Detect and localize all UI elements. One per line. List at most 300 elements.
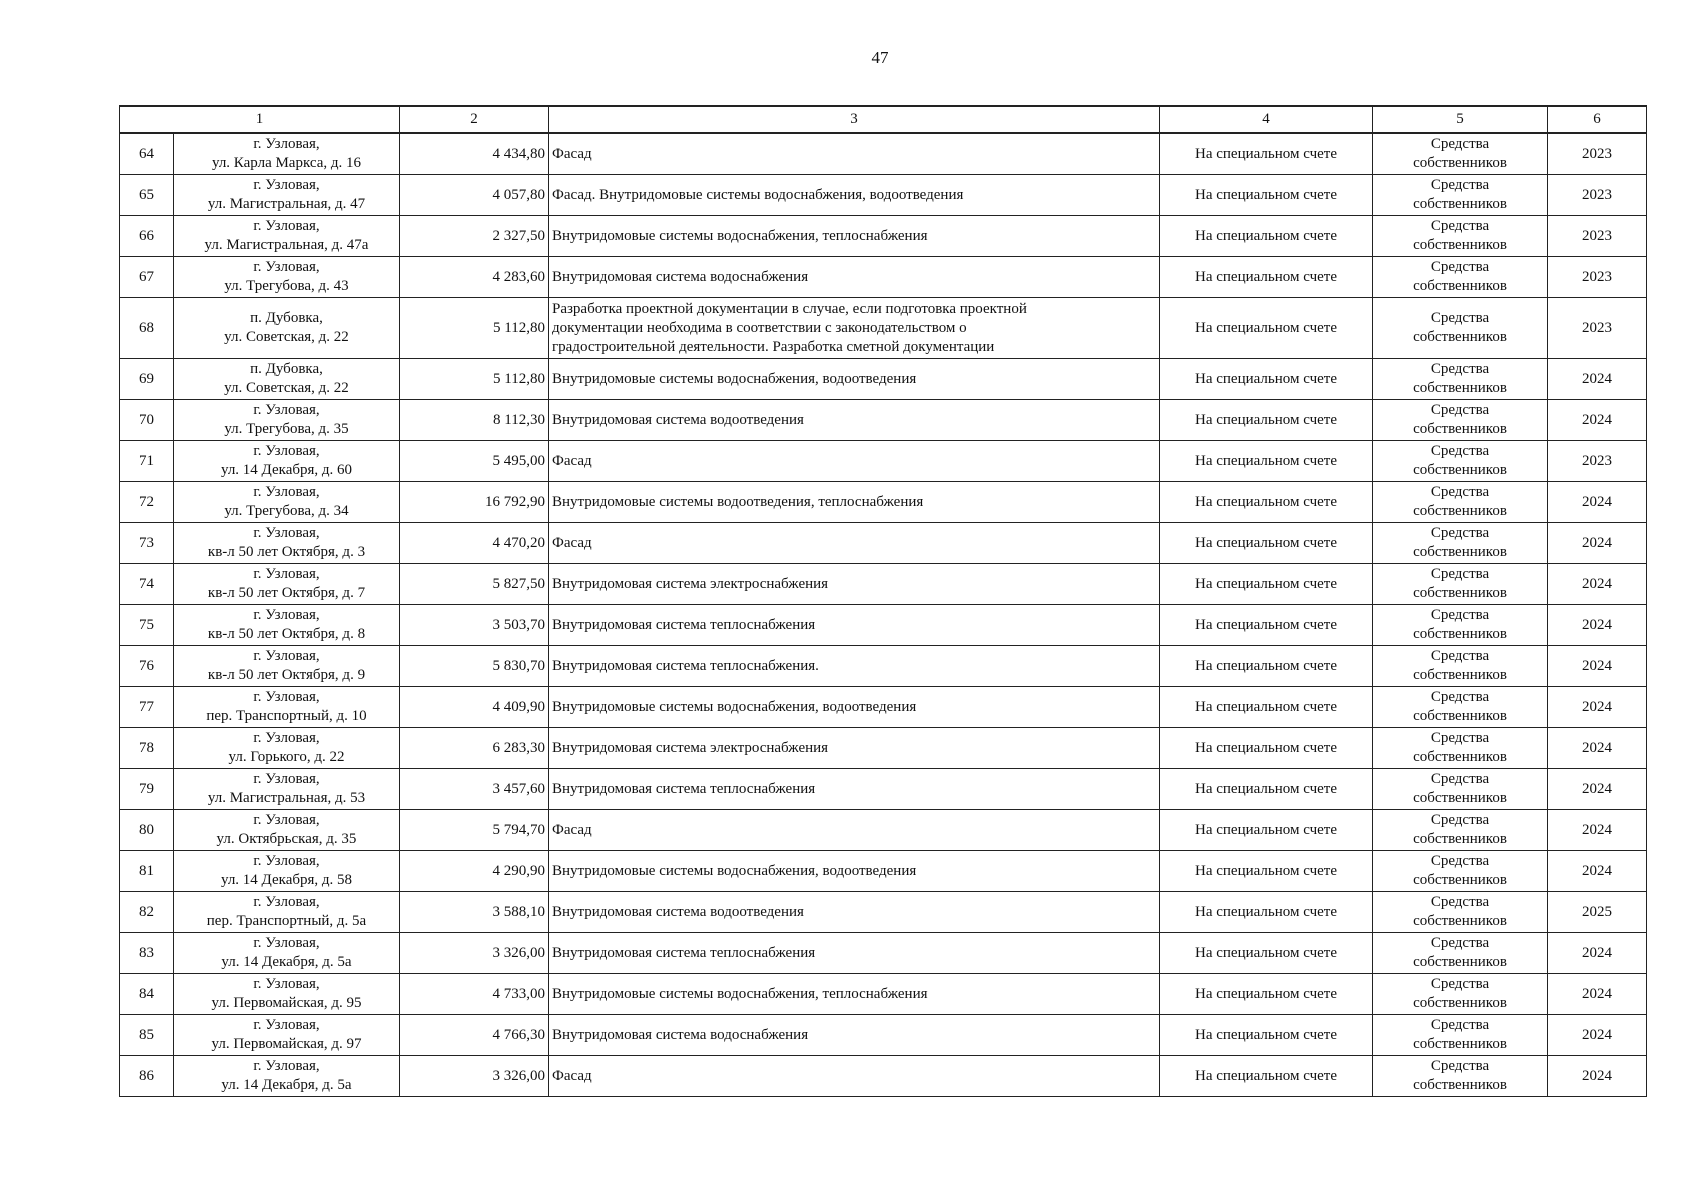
work-type-cell [549, 851, 1160, 892]
funding-source-cell [1373, 441, 1548, 482]
funding-source-line-2: собственников [1413, 1077, 1507, 1093]
address-locality: г. Узловая, [253, 484, 320, 500]
year-cell: 2023 [1548, 298, 1647, 359]
funding-source-line-2: собственников [1413, 626, 1507, 642]
fund-account-cell: На специальном счете [1160, 523, 1373, 564]
work-type-cell [549, 687, 1160, 728]
address-street: ул. Трегубова, д. 35 [224, 421, 349, 437]
fund-account-cell: На специальном счете [1160, 646, 1373, 687]
address-locality: п. Дубовка, [250, 310, 323, 326]
address-cell [174, 974, 400, 1015]
funding-source-cell [1373, 769, 1548, 810]
address-street: ул. 14 Декабря, д. 5а [221, 954, 352, 970]
fund-account-cell: На специальном счете [1160, 728, 1373, 769]
fund-account-cell: На специальном счете [1160, 359, 1373, 400]
address-street: ул. Трегубова, д. 34 [224, 503, 349, 519]
area-cell: 5 112,80 [400, 359, 549, 400]
work-type-cell [549, 810, 1160, 851]
funding-source-line-1: Средства [1430, 607, 1490, 623]
funding-source-line-2: собственников [1413, 872, 1507, 888]
fund-account-cell: На специальном счете [1160, 175, 1373, 216]
address-locality: п. Дубовка, [250, 361, 323, 377]
address-locality: г. Узловая, [253, 402, 320, 418]
funding-source-cell [1373, 974, 1548, 1015]
work-type-cell [549, 216, 1160, 257]
table-row [120, 400, 1647, 441]
work-type-line: градостроительной деятельности. Разработка сметной документации [552, 338, 995, 355]
address-cell [174, 810, 400, 851]
work-type-cell [549, 892, 1160, 933]
row-number-cell: 85 [120, 1015, 174, 1056]
row-number-cell: 73 [120, 523, 174, 564]
area-cell: 6 283,30 [400, 728, 549, 769]
area-cell: 4 057,80 [400, 175, 549, 216]
address-cell [174, 257, 400, 298]
area-cell: 4 434,80 [400, 133, 549, 175]
work-type-line: Фасад [552, 821, 592, 838]
funding-source-line-2: собственников [1413, 667, 1507, 683]
work-type-cell [549, 133, 1160, 175]
table-header [120, 106, 1647, 133]
address-street: ул. Горького, д. 22 [228, 749, 345, 765]
area-cell: 2 327,50 [400, 216, 549, 257]
funding-source-line-2: собственников [1413, 155, 1507, 171]
funding-source-line-1: Средства [1430, 259, 1490, 275]
table-row [120, 216, 1647, 257]
repair-schedule-table [119, 105, 1647, 1097]
address-cell [174, 441, 400, 482]
year-cell: 2023 [1548, 175, 1647, 216]
funding-source-line-1: Средства [1430, 648, 1490, 664]
funding-source-line-2: собственников [1413, 749, 1507, 765]
year-cell: 2024 [1548, 687, 1647, 728]
funding-source-line-2: собственников [1413, 913, 1507, 929]
fund-account-cell: На специальном счете [1160, 605, 1373, 646]
work-type-line: Внутридомовые системы водоснабжения, водоотведения [552, 862, 917, 879]
address-locality: г. Узловая, [253, 443, 320, 459]
year-cell: 2024 [1548, 523, 1647, 564]
column-header-2: 2 [400, 106, 549, 133]
table-row [120, 810, 1647, 851]
address-cell [174, 133, 400, 175]
work-type-cell [549, 257, 1160, 298]
area-cell: 3 326,00 [400, 933, 549, 974]
table-row [120, 769, 1647, 810]
area-cell: 3 503,70 [400, 605, 549, 646]
work-type-cell [549, 482, 1160, 523]
work-type-cell [549, 441, 1160, 482]
address-locality: г. Узловая, [253, 648, 320, 664]
funding-source-line-1: Средства [1430, 443, 1490, 459]
table-row [120, 298, 1647, 359]
address-locality: г. Узловая, [253, 218, 320, 234]
address-street: кв-л 50 лет Октября, д. 7 [207, 585, 366, 601]
fund-account-cell: На специальном счете [1160, 133, 1373, 175]
fund-account-cell: На специальном счете [1160, 933, 1373, 974]
address-locality: г. Узловая, [253, 812, 320, 828]
fund-account-cell: На специальном счете [1160, 851, 1373, 892]
funding-source-line-1: Средства [1430, 177, 1490, 193]
area-cell: 4 283,60 [400, 257, 549, 298]
work-type-line: документации необходима в соответствии с законодательством о [552, 319, 967, 336]
work-type-line: Внутридомовая система водоотведения [552, 411, 804, 428]
year-cell: 2024 [1548, 851, 1647, 892]
funding-source-line-1: Средства [1430, 361, 1490, 377]
area-cell: 8 112,30 [400, 400, 549, 441]
address-street: ул. Магистральная, д. 53 [207, 790, 366, 806]
address-locality: г. Узловая, [253, 607, 320, 623]
address-cell [174, 216, 400, 257]
funding-source-line-2: собственников [1413, 237, 1507, 253]
work-type-line: Внутридомовые системы водоснабжения, теплоснабжения [552, 985, 928, 1002]
funding-source-cell [1373, 810, 1548, 851]
area-cell: 4 290,90 [400, 851, 549, 892]
table-row [120, 1015, 1647, 1056]
funding-source-cell [1373, 400, 1548, 441]
fund-account-cell: На специальном счете [1160, 892, 1373, 933]
work-type-line: Внутридомовые системы водоотведения, теплоснабжения [552, 493, 924, 510]
work-type-line: Внутридомовая система теплоснабжения [552, 944, 816, 961]
funding-source-cell [1373, 1015, 1548, 1056]
address-street: ул. Советская, д. 22 [224, 329, 349, 345]
address-street: ул. Советская, д. 22 [224, 380, 349, 396]
address-street: ул. 14 Декабря, д. 5а [221, 1077, 352, 1093]
fund-account-cell: На специальном счете [1160, 769, 1373, 810]
work-type-line: Внутридомовая система теплоснабжения [552, 780, 816, 797]
work-type-cell [549, 1056, 1160, 1097]
row-number-cell: 69 [120, 359, 174, 400]
area-cell: 5 830,70 [400, 646, 549, 687]
year-cell: 2024 [1548, 974, 1647, 1015]
row-number-cell: 71 [120, 441, 174, 482]
row-number-cell: 78 [120, 728, 174, 769]
funding-source-cell [1373, 175, 1548, 216]
year-cell: 2024 [1548, 400, 1647, 441]
address-cell [174, 359, 400, 400]
funding-source-line-2: собственников [1413, 831, 1507, 847]
row-number-cell: 86 [120, 1056, 174, 1097]
funding-source-cell [1373, 1056, 1548, 1097]
funding-source-line-2: собственников [1413, 196, 1507, 212]
funding-source-cell [1373, 933, 1548, 974]
area-cell: 3 326,00 [400, 1056, 549, 1097]
address-locality: г. Узловая, [253, 136, 320, 152]
funding-source-line-1: Средства [1430, 310, 1490, 326]
row-number-cell: 75 [120, 605, 174, 646]
area-cell: 16 792,90 [400, 482, 549, 523]
area-cell: 4 409,90 [400, 687, 549, 728]
funding-source-line-1: Средства [1430, 771, 1490, 787]
year-cell: 2023 [1548, 257, 1647, 298]
row-number-cell: 76 [120, 646, 174, 687]
address-locality: г. Узловая, [253, 935, 320, 951]
area-cell: 4 766,30 [400, 1015, 549, 1056]
fund-account-cell: На специальном счете [1160, 564, 1373, 605]
table-row [120, 605, 1647, 646]
table-row [120, 728, 1647, 769]
funding-source-line-1: Средства [1430, 484, 1490, 500]
funding-source-line-1: Средства [1430, 1058, 1490, 1074]
address-cell [174, 523, 400, 564]
address-street: ул. 14 Декабря, д. 60 [220, 462, 353, 478]
funding-source-line-1: Средства [1430, 566, 1490, 582]
fund-account-cell: На специальном счете [1160, 810, 1373, 851]
funding-source-line-2: собственников [1413, 421, 1507, 437]
fund-account-cell: На специальном счете [1160, 974, 1373, 1015]
row-number-cell: 83 [120, 933, 174, 974]
table-row [120, 933, 1647, 974]
work-type-cell [549, 933, 1160, 974]
row-number-cell: 72 [120, 482, 174, 523]
address-locality: г. Узловая, [253, 1017, 320, 1033]
row-number-cell: 82 [120, 892, 174, 933]
address-cell [174, 175, 400, 216]
year-cell: 2023 [1548, 216, 1647, 257]
work-type-cell [549, 523, 1160, 564]
table-row [120, 687, 1647, 728]
row-number-cell: 84 [120, 974, 174, 1015]
work-type-line: Фасад [552, 145, 592, 162]
row-number-cell: 70 [120, 400, 174, 441]
table-row [120, 564, 1647, 605]
work-type-cell [549, 728, 1160, 769]
address-street: кв-л 50 лет Октября, д. 8 [207, 626, 366, 642]
address-cell [174, 482, 400, 523]
address-locality: г. Узловая, [253, 689, 320, 705]
work-type-cell [549, 974, 1160, 1015]
header-row [120, 106, 1647, 133]
funding-source-line-1: Средства [1430, 894, 1490, 910]
fund-account-cell: На специальном счете [1160, 482, 1373, 523]
address-cell [174, 933, 400, 974]
address-street: пер. Транспортный, д. 5а [206, 913, 367, 929]
work-type-line: Внутридомовая система электроснабжения [552, 739, 829, 756]
address-cell [174, 728, 400, 769]
row-number-cell: 81 [120, 851, 174, 892]
address-street: ул. Трегубова, д. 43 [224, 278, 349, 294]
funding-source-cell [1373, 646, 1548, 687]
year-cell: 2024 [1548, 728, 1647, 769]
funding-source-cell [1373, 216, 1548, 257]
funding-source-cell [1373, 523, 1548, 564]
table-row [120, 175, 1647, 216]
work-type-line: Внутридомовая система водоснабжения [552, 1026, 809, 1043]
funding-source-line-2: собственников [1413, 503, 1507, 519]
funding-source-cell [1373, 482, 1548, 523]
work-type-cell [549, 1015, 1160, 1056]
funding-source-cell [1373, 133, 1548, 175]
table-row [120, 523, 1647, 564]
funding-source-line-1: Средства [1430, 525, 1490, 541]
row-number-cell: 74 [120, 564, 174, 605]
table-row [120, 974, 1647, 1015]
fund-account-cell: На специальном счете [1160, 298, 1373, 359]
funding-source-cell [1373, 892, 1548, 933]
address-street: ул. Карла Маркса, д. 16 [211, 155, 362, 171]
work-type-cell [549, 605, 1160, 646]
table-row [120, 646, 1647, 687]
address-locality: г. Узловая, [253, 566, 320, 582]
address-street: кв-л 50 лет Октября, д. 3 [207, 544, 366, 560]
address-street: кв-л 50 лет Октября, д. 9 [207, 667, 366, 683]
work-type-cell [549, 175, 1160, 216]
work-type-line: Фасад [552, 452, 592, 469]
address-street: пер. Транспортный, д. 10 [206, 708, 367, 724]
table-row [120, 359, 1647, 400]
funding-source-line-2: собственников [1413, 708, 1507, 724]
work-type-line: Внутридомовые системы водоснабжения, теплоснабжения [552, 227, 928, 244]
area-cell: 5 495,00 [400, 441, 549, 482]
row-number-cell: 68 [120, 298, 174, 359]
address-cell [174, 605, 400, 646]
address-street: ул. Магистральная, д. 47а [204, 237, 369, 253]
area-cell: 3 457,60 [400, 769, 549, 810]
funding-source-line-2: собственников [1413, 544, 1507, 560]
fund-account-cell: На специальном счете [1160, 400, 1373, 441]
year-cell: 2024 [1548, 933, 1647, 974]
year-cell: 2024 [1548, 769, 1647, 810]
column-header-4: 4 [1160, 106, 1373, 133]
row-number-cell: 79 [120, 769, 174, 810]
work-type-line: Внутридомовая система электроснабжения [552, 575, 829, 592]
table-row [120, 482, 1647, 523]
work-type-line: Фасад. Внутридомовые системы водоснабжения, водоотведения [552, 186, 964, 203]
funding-source-line-1: Средства [1430, 1017, 1490, 1033]
area-cell: 5 827,50 [400, 564, 549, 605]
row-number-cell: 65 [120, 175, 174, 216]
funding-source-line-1: Средства [1430, 976, 1490, 992]
address-locality: г. Узловая, [253, 771, 320, 787]
year-cell: 2024 [1548, 482, 1647, 523]
address-cell [174, 400, 400, 441]
funding-source-cell [1373, 359, 1548, 400]
work-type-line: Внутридомовые системы водоснабжения, водоотведения [552, 698, 917, 715]
address-street: ул. Первомайская, д. 95 [211, 995, 362, 1011]
address-cell [174, 646, 400, 687]
row-number-cell: 80 [120, 810, 174, 851]
work-type-cell [549, 564, 1160, 605]
funding-source-line-1: Средства [1430, 402, 1490, 418]
work-type-line: Фасад [552, 534, 592, 551]
funding-source-line-1: Средства [1430, 812, 1490, 828]
address-locality: г. Узловая, [253, 976, 320, 992]
year-cell: 2024 [1548, 564, 1647, 605]
funding-source-cell [1373, 687, 1548, 728]
funding-source-cell [1373, 257, 1548, 298]
funding-source-line-2: собственников [1413, 329, 1507, 345]
work-type-cell [549, 769, 1160, 810]
work-type-line: Фасад [552, 1067, 592, 1084]
funding-source-line-1: Средства [1430, 218, 1490, 234]
funding-source-line-1: Средства [1430, 730, 1490, 746]
table-row [120, 892, 1647, 933]
fund-account-cell: На специальном счете [1160, 257, 1373, 298]
fund-account-cell: На специальном счете [1160, 687, 1373, 728]
address-locality: г. Узловая, [253, 259, 320, 275]
address-cell [174, 1015, 400, 1056]
address-street: ул. 14 Декабря, д. 58 [220, 872, 353, 888]
column-header-6: 6 [1548, 106, 1647, 133]
fund-account-cell: На специальном счете [1160, 1015, 1373, 1056]
address-cell [174, 298, 400, 359]
funding-source-line-2: собственников [1413, 1036, 1507, 1052]
address-locality: г. Узловая, [253, 1058, 320, 1074]
table-row [120, 133, 1647, 175]
area-cell: 5 112,80 [400, 298, 549, 359]
year-cell: 2024 [1548, 1056, 1647, 1097]
year-cell: 2024 [1548, 810, 1647, 851]
work-type-line: Внутридомовая система водоотведения [552, 903, 804, 920]
work-type-line: Внутридомовая система водоснабжения [552, 268, 809, 285]
year-cell: 2024 [1548, 359, 1647, 400]
address-locality: г. Узловая, [253, 177, 320, 193]
work-type-cell [549, 298, 1160, 359]
year-cell: 2023 [1548, 133, 1647, 175]
column-header-3: 3 [549, 106, 1160, 133]
table-row [120, 851, 1647, 892]
column-header-5: 5 [1373, 106, 1548, 133]
funding-source-line-2: собственников [1413, 462, 1507, 478]
funding-source-cell [1373, 728, 1548, 769]
year-cell: 2024 [1548, 646, 1647, 687]
table-row [120, 257, 1647, 298]
address-cell [174, 687, 400, 728]
row-number-cell: 67 [120, 257, 174, 298]
address-cell [174, 564, 400, 605]
year-cell: 2024 [1548, 1015, 1647, 1056]
address-cell [174, 1056, 400, 1097]
work-type-line: Внутридомовая система теплоснабжения [552, 616, 816, 633]
area-cell: 4 733,00 [400, 974, 549, 1015]
funding-source-cell [1373, 298, 1548, 359]
funding-source-line-2: собственников [1413, 954, 1507, 970]
funding-source-line-1: Средства [1430, 935, 1490, 951]
area-cell: 3 588,10 [400, 892, 549, 933]
address-cell [174, 769, 400, 810]
table-body [120, 133, 1647, 1097]
funding-source-line-1: Средства [1430, 853, 1490, 869]
address-street: ул. Магистральная, д. 47 [207, 196, 366, 212]
funding-source-line-1: Средства [1430, 689, 1490, 705]
address-locality: г. Узловая, [253, 853, 320, 869]
fund-account-cell: На специальном счете [1160, 441, 1373, 482]
work-type-line: Внутридомовая система теплоснабжения. [552, 657, 819, 674]
table-row [120, 1056, 1647, 1097]
work-type-cell [549, 400, 1160, 441]
address-street: ул. Первомайская, д. 97 [211, 1036, 362, 1052]
funding-source-line-1: Средства [1430, 136, 1490, 152]
row-number-cell: 77 [120, 687, 174, 728]
address-locality: г. Узловая, [253, 525, 320, 541]
page-number: 47 [871, 48, 889, 67]
address-cell [174, 851, 400, 892]
funding-source-line-2: собственников [1413, 585, 1507, 601]
funding-source-line-2: собственников [1413, 380, 1507, 396]
funding-source-line-2: собственников [1413, 790, 1507, 806]
year-cell: 2024 [1548, 605, 1647, 646]
address-locality: г. Узловая, [253, 894, 320, 910]
funding-source-cell [1373, 851, 1548, 892]
area-cell: 4 470,20 [400, 523, 549, 564]
work-type-cell [549, 359, 1160, 400]
year-cell: 2023 [1548, 441, 1647, 482]
fund-account-cell: На специальном счете [1160, 1056, 1373, 1097]
row-number-cell: 64 [120, 133, 174, 175]
fund-account-cell: На специальном счете [1160, 216, 1373, 257]
row-number-cell: 66 [120, 216, 174, 257]
address-cell [174, 892, 400, 933]
funding-source-line-2: собственников [1413, 995, 1507, 1011]
